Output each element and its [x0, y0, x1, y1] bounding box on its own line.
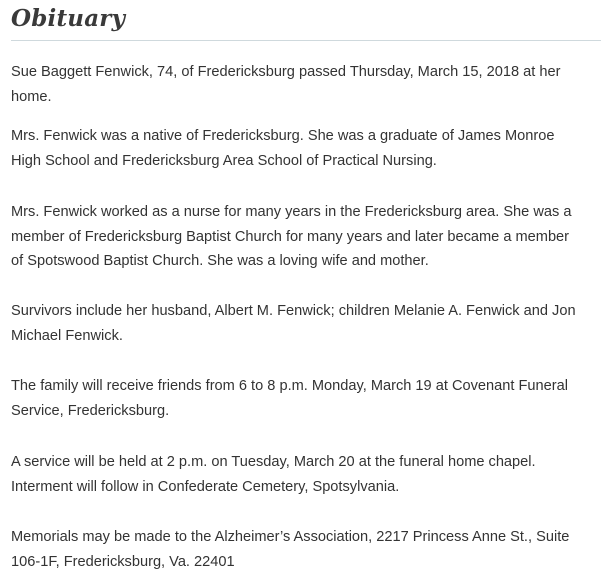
- paragraph-death-notice: [11, 60, 601, 109]
- paragraph-service: [11, 450, 601, 499]
- text-line: The family will receive friends from 6 to 8 p.m. Monday, March 19 at Covenant Funeral: [11, 378, 568, 394]
- obituary-page: [11, 0, 601, 570]
- text-line: Mrs. Fenwick was a native of Fredericksburg. She was a graduate of James Monroe: [11, 128, 555, 144]
- text-line: 106-1F, Fredericksburg, Va. 22401: [11, 553, 235, 570]
- text-line: home.: [11, 88, 52, 105]
- text-line: Michael Fenwick.: [11, 327, 123, 344]
- text-line: of Spotswood Baptist Church. She was a loving wife and mother.: [11, 253, 429, 269]
- text-line: member of Fredericksburg Baptist Church for many years and later became a member: [11, 228, 570, 245]
- text-line: Survivors include her husband, Albert M. Fenwick; children Melanie A. Fenwick and Jon: [11, 303, 576, 319]
- paragraph-background: [11, 124, 601, 173]
- page-title: Obituary: [11, 5, 126, 32]
- paragraph-visitation: [11, 374, 601, 423]
- paragraph-survivors: [11, 299, 601, 348]
- text-line: Mrs. Fenwick worked as a nurse for many years in the Fredericksburg area. She was a: [11, 204, 572, 220]
- text-line: A service will be held at 2 p.m. on Tuesday, March 20 at the funeral home chapel.: [11, 454, 536, 470]
- text-line: High School and Fredericksburg Area School of Practical Nursing.: [11, 152, 437, 169]
- title-divider: [11, 40, 601, 41]
- paragraph-memorials: [11, 525, 601, 574]
- paragraph-career: [11, 200, 601, 274]
- text-line: Service, Fredericksburg.: [11, 402, 170, 419]
- text-line: Interment will follow in Confederate Cemetery, Spotsylvania.: [11, 478, 400, 495]
- text-line: Sue Baggett Fenwick, 74, of Fredericksburg passed Thursday, March 15, 2018 at her: [11, 64, 561, 80]
- text-line: Memorials may be made to the Alzheimer’s Association, 2217 Princess Anne St., Suite: [11, 529, 570, 545]
